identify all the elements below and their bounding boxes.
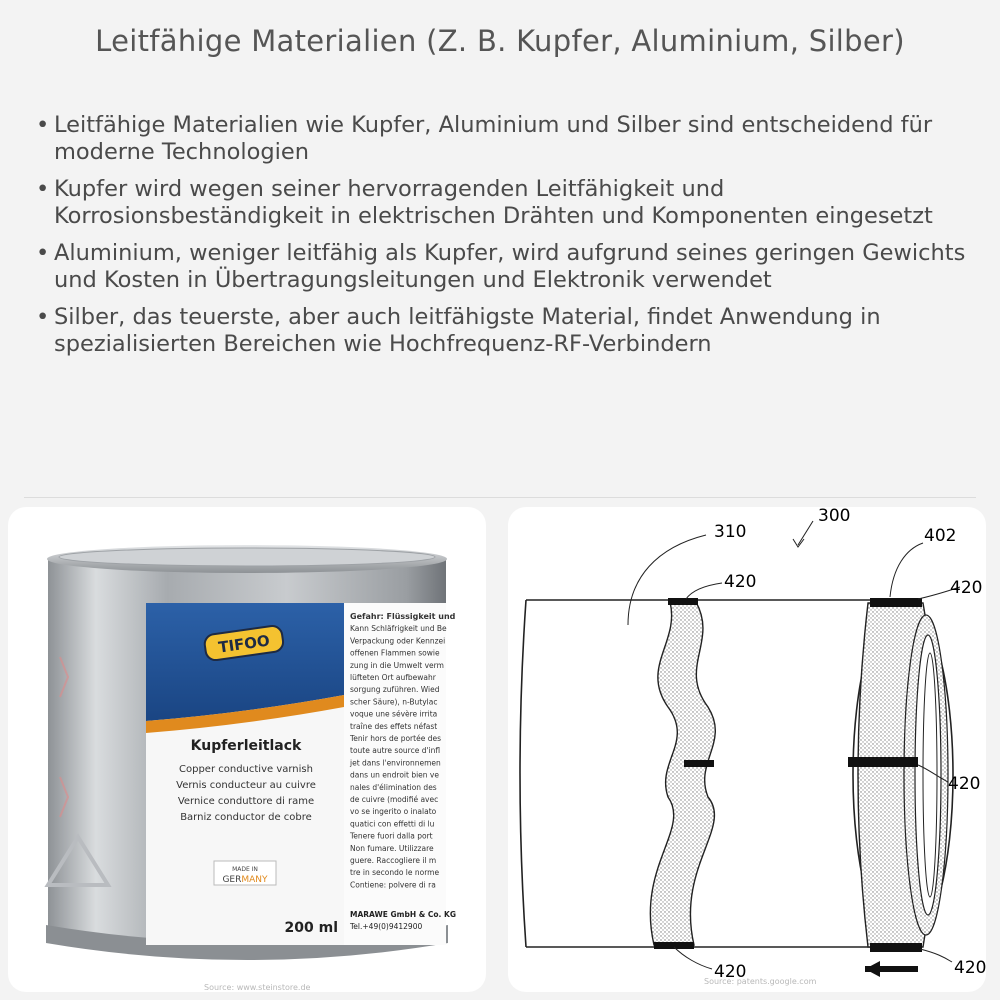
warning-text-line: scher Säure), n-Butylac <box>350 697 438 707</box>
leader-300 <box>798 521 813 545</box>
image-credit-left: Source: www.steinstore.de <box>204 983 311 992</box>
warning-text-line: tre in secondo le norme <box>350 868 440 878</box>
volume-label: 200 ml <box>284 920 338 936</box>
warning-text-line: Contiene: polvere di ra <box>350 880 436 890</box>
bullet-item <box>36 112 966 166</box>
leader-420-bottom <box>674 947 712 969</box>
warning-text-line: Verpackung oder Kennzei <box>350 636 446 646</box>
ring-seal-bottom <box>870 943 922 952</box>
warning-text-line: sorgung zuführen. Wied <box>350 685 440 695</box>
patent-drawing <box>508 507 986 992</box>
arrow-300-icon <box>793 539 804 547</box>
ref-label-300: 300 <box>818 507 851 526</box>
warning-text-line: quatici con effetti di lu <box>350 819 435 829</box>
bullet-marker: • <box>36 176 50 202</box>
warning-text-line: Gefahr: Flüssigkeit und <box>350 612 456 621</box>
warning-text-line: Tenir hors de portée des <box>350 734 441 743</box>
warning-text-line: toute autre source d'infl <box>350 746 441 756</box>
wavy-strip <box>650 602 715 945</box>
bullet-text: Leitfähige Materialien wie Kupfer, Aluminium und Silber sind entscheidend für moderne Technologien <box>54 112 933 165</box>
ref-label-420-right-bottom: 420 <box>954 958 986 978</box>
page-title: Leitfähige Materialien (Z. B. Kupfer, Aluminium, Silber) <box>95 24 905 58</box>
bullet-item <box>36 304 966 358</box>
bullet-text: Silber, das teuerste, aber auch leitfähigste Material, findet Anwendung in spezialisierten Bereichen wie Hochfrequenz-RF-Verbindern <box>54 304 881 357</box>
warning-text-line: traîne des effets néfast <box>350 721 438 731</box>
ref-label-420-top: 420 <box>724 572 757 592</box>
warning-text-line: Tenere fuori dalla port <box>350 831 433 841</box>
leader-402 <box>890 543 923 597</box>
warning-text-line: de cuivre (modifié avec <box>350 795 439 804</box>
manufacturer-phone: Tel.+49(0)9412900 <box>350 922 423 931</box>
copper-varnish-can-image <box>8 507 486 992</box>
brand-name: TIFOO <box>217 631 271 657</box>
ring-seal-mid <box>848 757 918 767</box>
ref-label-420-right-top: 420 <box>950 578 983 598</box>
bullet-text: Aluminium, weniger leitfähig als Kupfer, wird aufgrund seines geringen Gewichts und Kosten in Übertragungsleitungen und Elektronik verwendet <box>54 240 966 293</box>
warning-text-line: voque une sévère irrita <box>350 709 438 719</box>
warning-text-line: Non fumare. Utilizzare <box>350 843 434 853</box>
bullet-item <box>36 176 966 230</box>
bullet-marker: • <box>36 240 50 266</box>
product-subtitle-it: Vernice conduttore di rame <box>177 796 315 807</box>
product-subtitle-es: Barniz conductor de cobre <box>180 812 312 823</box>
leader-420-top <box>686 583 722 599</box>
image-credit-right: Source: patents.google.com <box>704 977 817 986</box>
warning-text-line: guere. Raccogliere il m <box>350 856 437 865</box>
bullet-marker: • <box>36 112 50 138</box>
ring-bore <box>923 653 937 897</box>
ref-label-310: 310 <box>714 522 747 542</box>
warning-text-line: dans un endroit bien ve <box>350 770 439 780</box>
seal-marker-top <box>668 598 698 605</box>
ring-seal-top <box>870 598 922 607</box>
leader-420-right-bottom <box>920 949 952 962</box>
product-name: Kupferleitlack <box>190 738 302 754</box>
warning-text-line: zung in die Umwelt verm <box>350 660 444 670</box>
made-in-country-b: MANY <box>241 875 268 885</box>
bullet-marker: • <box>36 304 50 330</box>
ref-label-420-bottom: 420 <box>714 962 747 982</box>
bullet-text: Kupfer wird wegen seiner hervorragenden Leitfähigkeit und Korrosionsbeständigkeit in elektrischen Drähten und Komponenten eingesetzt <box>54 176 933 229</box>
manufacturer-name: MARAWE GmbH & Co. KG <box>350 910 456 919</box>
ref-label-402: 402 <box>924 526 957 546</box>
warning-text-line: nales d'élimination des <box>350 782 437 792</box>
svg-text:GERMANY <box>222 875 268 885</box>
warning-text-line: lüfteten Ort aufbewahr <box>350 673 436 682</box>
bullet-list <box>36 112 966 368</box>
warning-text-line: vo se ingerito o inalato <box>350 807 437 817</box>
cylinder-left-edge <box>520 600 526 947</box>
product-subtitle-fr: Vernis conducteur au cuivre <box>176 780 316 791</box>
ref-label-420-right-mid: 420 <box>948 774 981 794</box>
warning-text-line: Kann Schläfrigkeit und Be <box>350 624 447 634</box>
bullet-item <box>36 240 966 294</box>
seal-marker-mid <box>684 760 714 767</box>
warning-text-line: jet dans l'environnemen <box>350 758 441 768</box>
seal-marker-bottom <box>654 942 694 949</box>
can-illustration <box>8 507 486 992</box>
made-in-country-a: GER <box>222 875 242 885</box>
product-subtitle-en: Copper conductive varnish <box>179 764 313 775</box>
warning-text-line: offenen Flammen sowie <box>350 648 440 658</box>
made-in-label: MADE IN <box>232 866 258 873</box>
patent-diagram-image <box>508 507 986 992</box>
direction-arrow-head-icon <box>865 961 880 977</box>
section-divider <box>24 497 976 498</box>
